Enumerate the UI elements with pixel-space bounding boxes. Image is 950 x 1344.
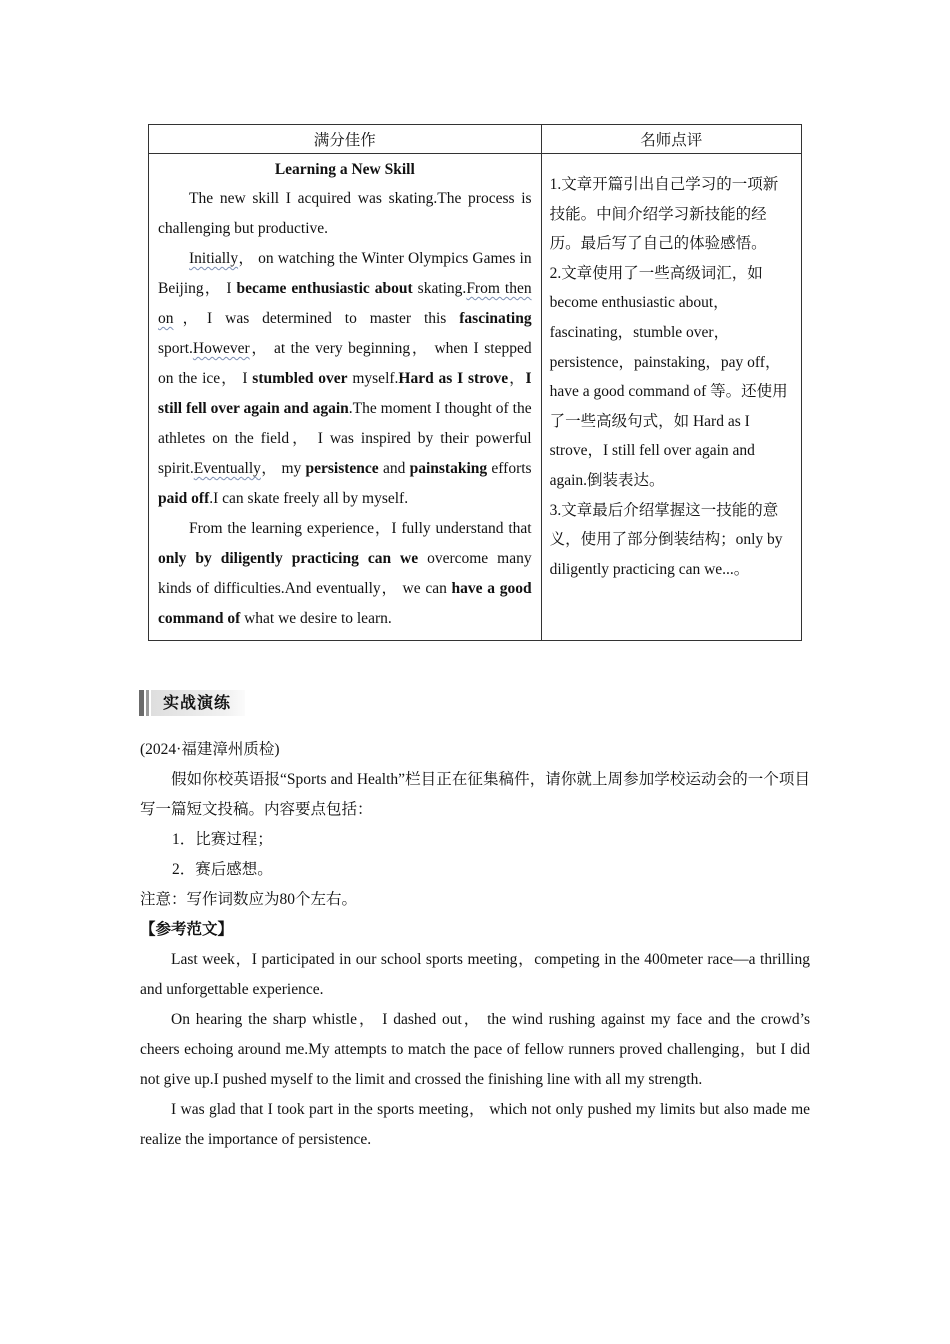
- highlight-phrase: I still fell over again and again: [158, 370, 532, 417]
- header-model-essay: 满分佳作: [149, 125, 542, 154]
- highlight-phrase: persistence: [305, 460, 379, 477]
- transition-word: Initially: [189, 250, 239, 267]
- task-source: (2024·福建漳州质检): [140, 741, 280, 758]
- task-point-1: 1．比赛过程；: [172, 831, 273, 848]
- essay-title: Learning a New Skill: [274, 161, 415, 178]
- task-prompt: 假如你校英语报“Sports and Health”栏目正在征集稿件，请你就上周参加学校运动会的一个项目写一篇短文投稿。内容要点包括：: [140, 771, 810, 818]
- reference-paragraph-1: Last week，I participated in our school sports meeting，competing in the 400meter race—a thrilling and unforgettable experience.: [140, 951, 810, 998]
- transition-word: From then on: [158, 280, 532, 327]
- reference-heading: 【参考范文】: [140, 921, 234, 938]
- reference-paragraph-2: On hearing the sharp whistle， I dashed out， the wind rushing against my face and the crowd’s cheers echoing around me.My attempts to match the pace of fellow runners proved challenging，but I did not give up.I pushed myself to the limit and crossed the finishing line with all my strength.: [140, 1011, 810, 1088]
- highlight-phrase: only by diligently practicing can we: [158, 550, 419, 567]
- comment-1: 1.文章开篇引出自己学习的一项新技能。中间介绍学习新技能的经历。最后写了自己的体验感悟。: [549, 176, 779, 253]
- writing-task: [140, 735, 810, 1155]
- section-bar-decoration: [139, 690, 144, 716]
- essay-paragraph-1: The new skill I acquired was skating.The process is challenging but productive.: [158, 190, 532, 237]
- header-teacher-comment: 名师点评: [541, 125, 801, 154]
- essay-paragraph-2: Initially， on watching the Winter Olympics Games in Beijing， I became enthusiastic about skating.From then on，I was determined to master this fascinating sport.However， at the very beginning， when I stepped on the ice， I stumbled over myself.Hard as I strove，I still fell over again and again.The moment I thought of the athletes on the field， I was inspired by their powerful spirit.Eventually， my persistence and painstaking efforts paid off.I can skate freely all by myself.: [158, 250, 532, 507]
- essay-paragraph-3: From the learning experience，I fully understand that only by diligently practicing can we overcome many kinds of difficulties.And eventually， we can have a good command of what we desire to learn.: [158, 520, 532, 627]
- teacher-comment-cell: [541, 154, 801, 641]
- comment-3: 3.文章最后介绍掌握这一技能的意义，使用了部分倒装结构；only by diligently practicing can we...。: [549, 501, 783, 578]
- highlight-phrase: stumbled over: [252, 370, 348, 387]
- task-note: 注意：写作词数应为80个左右。: [140, 891, 358, 908]
- highlight-phrase: have a good command of: [158, 580, 532, 627]
- highlight-phrase: fascinating: [459, 310, 532, 327]
- highlight-phrase: paid off: [158, 490, 210, 507]
- highlight-phrase: became enthusiastic about: [236, 280, 413, 297]
- section-heading: [139, 688, 259, 718]
- essay-review-table: [148, 124, 802, 641]
- reference-paragraph-3: I was glad that I took part in the sports meeting， which not only pushed my limits but also made me realize the importance of persistence.: [140, 1101, 810, 1148]
- task-point-2: 2．赛后感想。: [172, 861, 273, 878]
- highlight-phrase: Hard as I strove: [398, 370, 509, 387]
- section-bar-decoration: [146, 690, 149, 716]
- comment-2: 2.文章使用了一些高级词汇，如 become enthusiastic about，fascinating，stumble over，persistence，painstaking，pay off，have a good command of 等。还使用了一些高级句式，如 Hard as I strove，I still fell over again and again.倒装表达。: [549, 264, 788, 489]
- transition-word: However: [192, 340, 250, 357]
- section-title: 实战演练: [151, 690, 245, 716]
- highlight-phrase: painstaking: [409, 460, 488, 477]
- model-essay-cell: [149, 154, 542, 641]
- transition-word: Eventually: [193, 460, 261, 477]
